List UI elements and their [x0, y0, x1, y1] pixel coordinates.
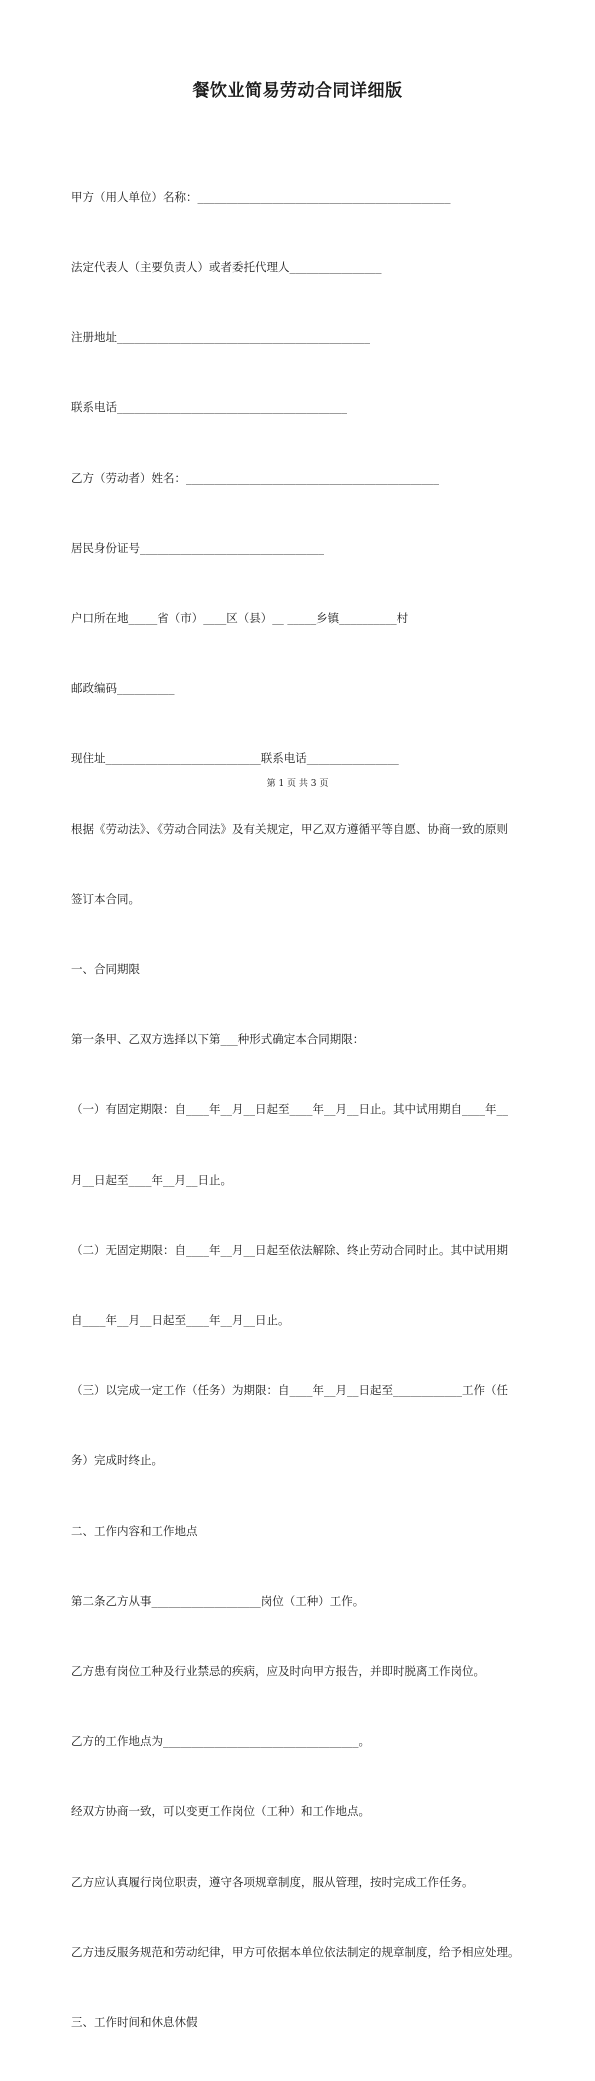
article-1-line: 第一条甲、乙双方选择以下第___种形式确定本合同期限：: [71, 1032, 365, 1047]
work-location-line: 乙方的工作地点为__________________________________。: [71, 1734, 370, 1749]
fixed-term-line-1: （一）有固定期限：自____年__月__日起至____年__月__日止。其中试用期自____年__: [71, 1102, 508, 1117]
preamble-line-1: 根据《劳动法》、《劳动合同法》及有关规定，甲乙双方遵循平等自愿、协商一致的原则: [71, 821, 508, 836]
party-b-name-line: 乙方（劳动者）姓名：____________________________________________: [71, 470, 439, 485]
id-number-line: 居民身份证号________________________________: [71, 540, 324, 555]
fixed-term-line-2: 月__日起至____年__月__日止。: [71, 1172, 232, 1187]
legal-representative-line: 法定代表人（主要负责人）或者委托代理人________________: [71, 260, 382, 275]
section-heading-hours: 三、工作时间和休息休假: [71, 2015, 198, 2030]
change-agreement-line: 经双方协商一致，可以变更工作岗位（工种）和工作地点。: [71, 1804, 370, 1819]
household-registration-line: 户口所在地_____省（市）____区（县）__ _____乡镇__________村: [71, 611, 409, 626]
contact-phone-line: 联系电话________________________________________: [71, 400, 347, 415]
current-address-line: 现住址___________________________联系电话________________: [71, 751, 399, 766]
illness-report-line: 乙方患有岗位工种及行业禁忌的疾病，应及时向甲方报告，并即时脱离工作岗位。: [71, 1664, 485, 1679]
section-heading-work: 二、工作内容和工作地点: [71, 1523, 198, 1538]
section-heading-term: 一、合同期限: [71, 962, 140, 977]
task-term-line-2: 务）完成时终止。: [71, 1453, 163, 1468]
document-title: 餐饮业简易劳动合同详细版: [192, 81, 403, 101]
open-term-line-1: （二）无固定期限：自____年__月__日起至依法解除、终止劳动合同时止。其中试用期: [71, 1242, 508, 1257]
preamble-line-2: 签订本合同。: [71, 891, 140, 906]
duties-line: 乙方应认真履行岗位职责，遵守各项规章制度，服从管理，按时完成工作任务。: [71, 1874, 474, 1889]
document-body: [71, 139, 529, 2081]
registered-address-line: 注册地址____________________________________________: [71, 330, 370, 345]
party-a-name-line: 甲方（用人单位）名称：____________________________________________: [71, 189, 451, 204]
discipline-line: 乙方违反服务规范和劳动纪律，甲方可依据本单位依法制定的规章制度，给予相应处理。: [71, 1944, 520, 1959]
postal-code-line: 邮政编码__________: [71, 681, 175, 696]
article-2-line: 第二条乙方从事___________________岗位（工种）工作。: [71, 1593, 365, 1608]
open-term-line-2: 自____年__月__日起至____年__月__日止。: [71, 1313, 290, 1328]
page-footer: 第 1 页 共 3 页: [266, 779, 329, 789]
task-term-line-1: （三）以完成一定工作（任务）为期限：自____年__月__日起至____________工作（任: [71, 1383, 508, 1398]
